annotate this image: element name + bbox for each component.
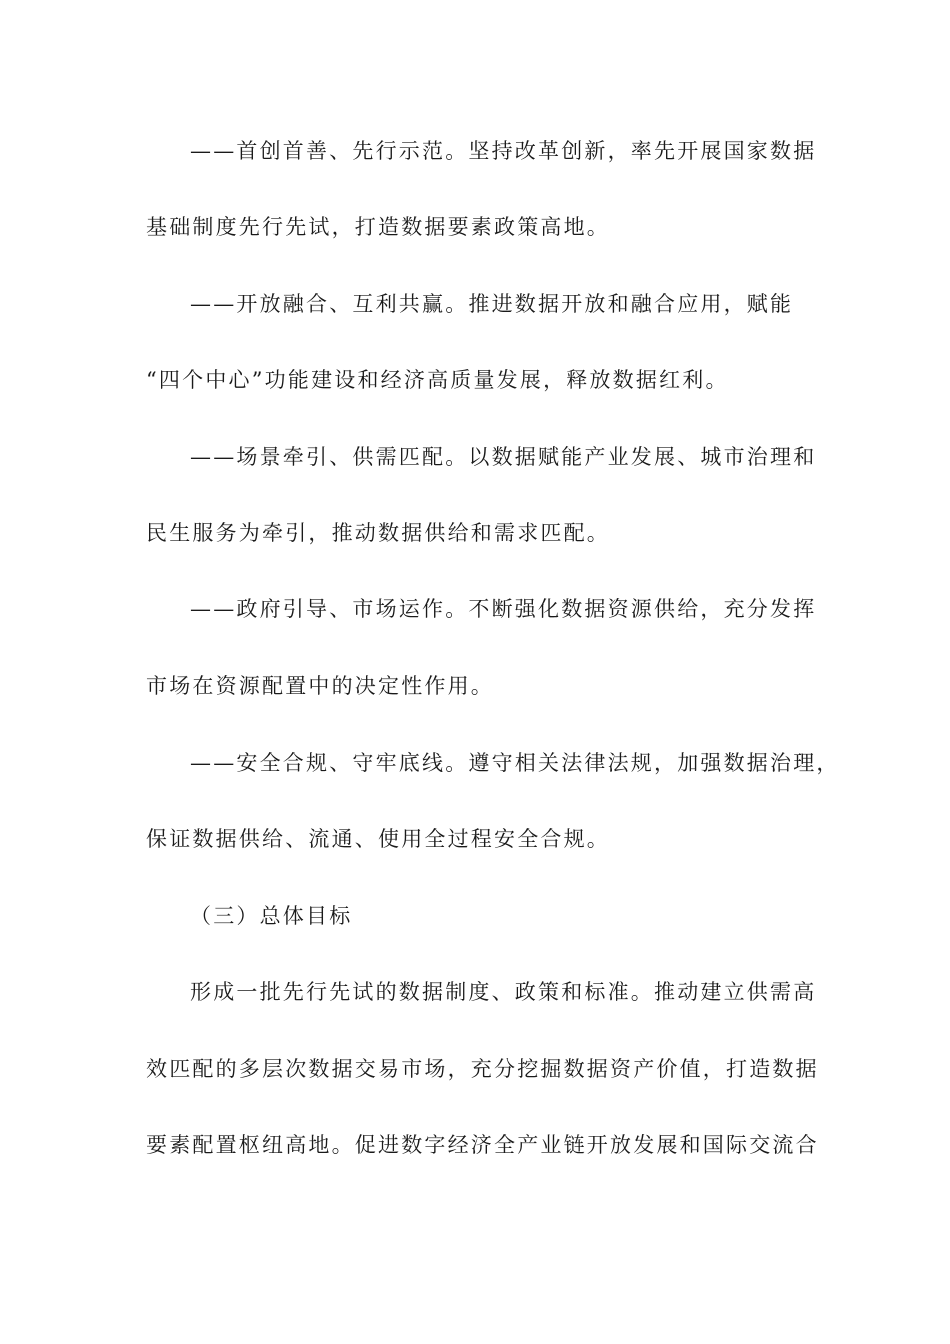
section-heading: （三）总体目标 [190, 904, 353, 928]
principle-2-line-1: ——开放融合、互利共赢。推进数据开放和融合应用，赋能 [190, 292, 794, 316]
goal-paragraph-line-3: 要素配置枢纽高地。促进数字经济全产业链开放发展和国际交流合 [146, 1133, 819, 1157]
principle-2-line-2: “四个中心”功能建设和经济高质量发展，释放数据红利。 [146, 368, 729, 392]
principle-4-line-2: 市场在资源配置中的决定性作用。 [146, 674, 494, 698]
principle-3-line-2: 民生服务为牵引，推动数据供给和需求匹配。 [146, 521, 610, 545]
principle-1-line-1: ——首创首善、先行示范。坚持改革创新，率先开展国家数据 [190, 139, 817, 163]
goal-paragraph-line-2: 效匹配的多层次数据交易市场，充分挖掘数据资产价值，打造数据 [146, 1057, 819, 1081]
goal-paragraph-line-1: 形成一批先行先试的数据制度、政策和标准。推动建立供需高 [190, 980, 817, 1004]
principle-4-line-1: ——政府引导、市场运作。不断强化数据资源供给，充分发挥 [190, 597, 817, 621]
principle-1-line-2: 基础制度先行先试，打造数据要素政策高地。 [146, 215, 610, 239]
principle-5-line-1: ——安全合规、守牢底线。遵守相关法律法规，加强数据治理， [190, 751, 840, 775]
principle-5-line-2: 保证数据供给、流通、使用全过程安全合规。 [146, 827, 610, 851]
principle-3-line-1: ——场景牵引、供需匹配。以数据赋能产业发展、城市治理和 [190, 445, 817, 469]
